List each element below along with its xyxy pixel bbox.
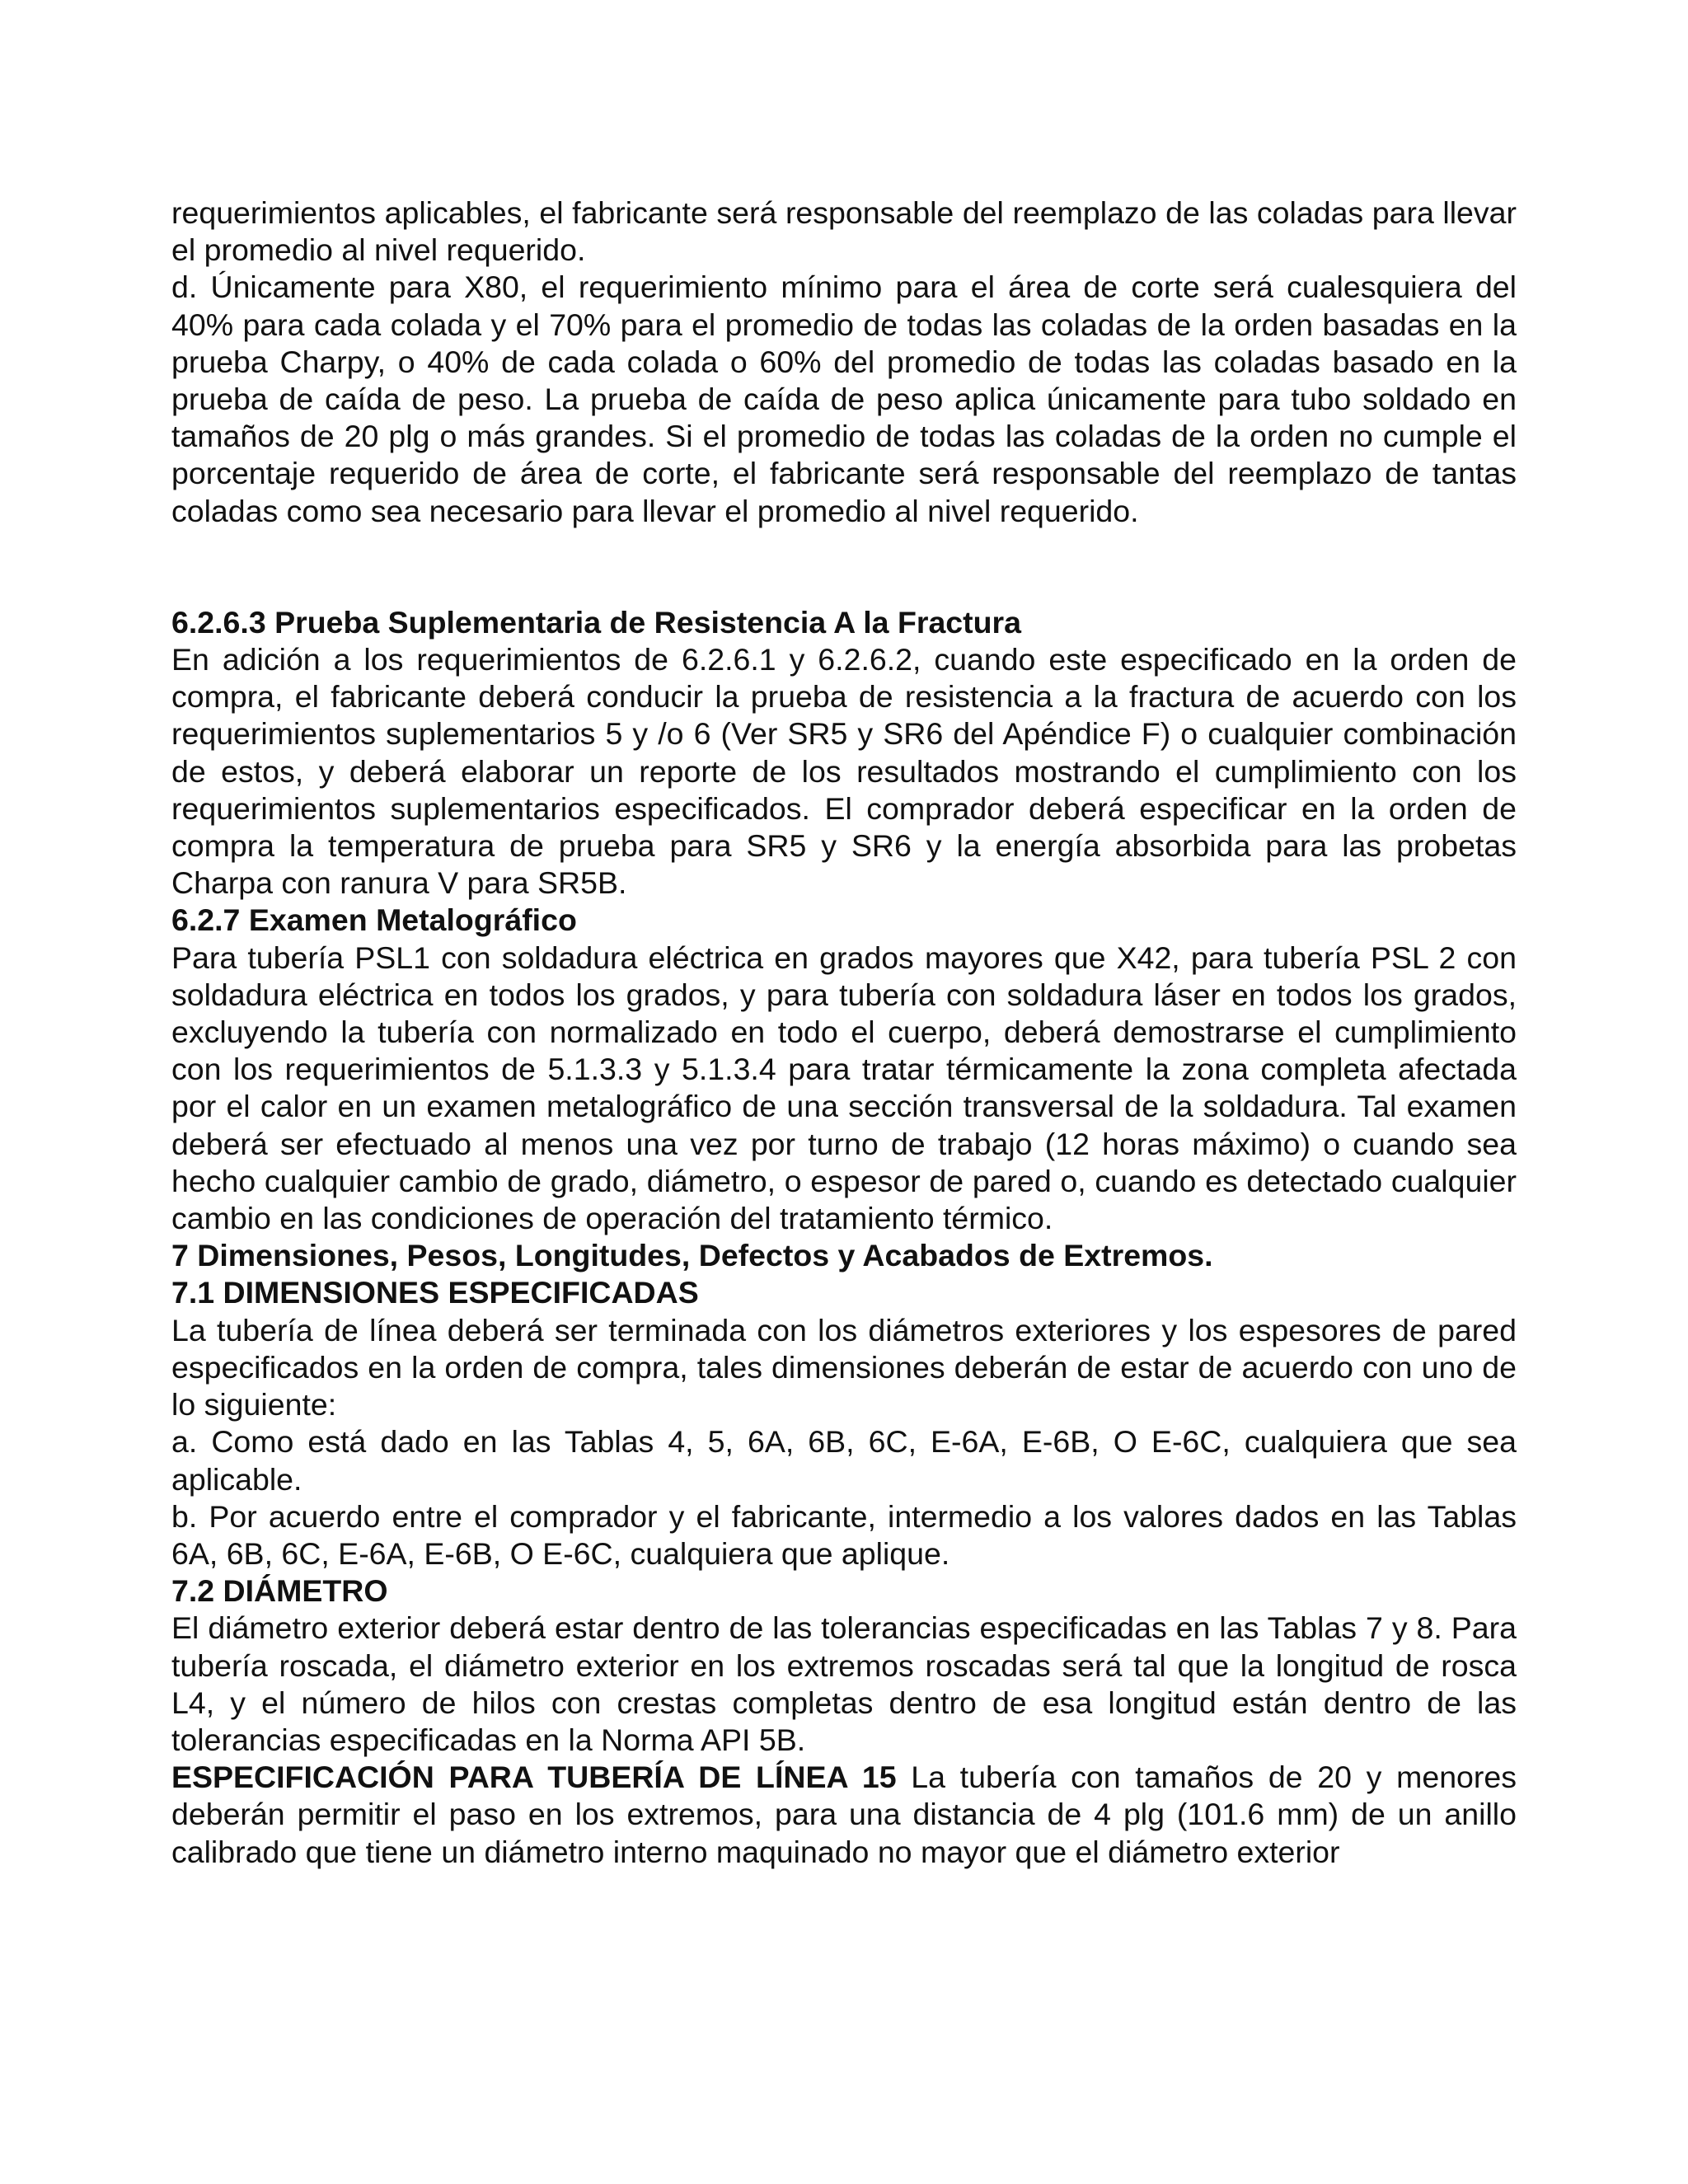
paragraph-especificacion-text: La tubería con tamaños de 20 y menores deberán permitir el paso en los extremos, para una distancia de 4 plg (101.6 mm) de un anillo calibrado que tiene un diámetro interno maquinado no mayor que el diámetro exterior xyxy=(171,1760,1517,1869)
document-page xyxy=(171,194,1517,1871)
heading-7-2: 7.2 DIÁMETRO xyxy=(171,1573,388,1609)
paragraph-diametro: El diámetro exterior deberá estar dentro de las tolerancias especificadas en las Tablas 7 y 8. Para tubería roscada, el diámetro exterior en los extremos roscadas será tal que la longitud de rosca L4, y el número de hilos con crestas completas dentro de esa longitud están dentro de las tolerancias especificadas en la Norma API 5B. xyxy=(171,1610,1517,1757)
paragraph-x80-area-corte: d. Únicamente para X80, el requerimiento mínimo para el área de corte será cualesquiera del 40% para cada colada y el 70% para el promedio de todas las coladas de la orden basadas en la prueba Charpy, o 40% de cada colada o 60% del promedio de todas las coladas basado en la prueba de caída de peso. La prueba de caída de peso aplica únicamente para tubo soldado en tamaños de 20 plg o más grandes. Si el promedio de todas las coladas de la orden no cumple el porcentaje requerido de área de corte, el fabricante será responsable del reemplazo de tantas coladas como sea necesario para llevar el promedio al nivel requerido. xyxy=(171,269,1517,528)
heading-6-2-6-3: 6.2.6.3 Prueba Suplementaria de Resistencia A la Fractura xyxy=(171,604,1021,640)
list-item-a: a. Como está dado en las Tablas 4, 5, 6A, 6B, 6C, E-6A, E-6B, O E-6C, cualquiera que sea aplicable. xyxy=(171,1424,1517,1497)
paragraph-examen-metalografico: Para tubería PSL1 con soldadura eléctrica en grados mayores que X42, para tubería PSL 2 con soldadura eléctrica en todos los grados, y para tubería con soldadura láser en todos los grados, excluyendo la tubería con normalizado en todo el cuerpo, deberá demostrarse el cumplimiento con los requerimientos de 5.1.3.3 y 5.1.3.4 para tratar térmicamente la zona completa afectada por el calor en un examen metalográfico de una sección transversal de la soldadura. Tal examen deberá ser efectuado al menos una vez por turno de trabajo (12 horas máximo) o cuando sea hecho cualquier cambio de grado, diámetro, o espesor de pared o, cuando es detectado cualquier cambio en las condiciones de operación del tratamiento térmico. xyxy=(171,940,1517,1236)
paragraph-coladas-reemplazo: requerimientos aplicables, el fabricante será responsable del reemplazo de las coladas para llevar el promedio al nivel requerido. xyxy=(171,195,1517,268)
heading-7: 7 Dimensiones, Pesos, Longitudes, Defectos y Acabados de Extremos. xyxy=(171,1238,1213,1273)
list-item-b: b. Por acuerdo entre el comprador y el fabricante, intermedio a los valores dados en las Tablas 6A, 6B, 6C, E-6A, E-6B, O E-6C, cualquiera que aplique. xyxy=(171,1498,1517,1571)
paragraph-resistencia-fractura: En adición a los requerimientos de 6.2.6.1 y 6.2.6.2, cuando este especificado en la orden de compra, el fabricante deberá conducir la prueba de resistencia a la fractura de acuerdo con los requerimientos suplementarios 5 y /o 6 (Ver SR5 y SR6 del Apéndice F) o cualquier combinación de estos, y deberá elaborar un reporte de los resultados mostrando el cumplimiento con los requerimientos suplementarios especificados. El comprador deberá especificar en la orden de compra la temperatura de prueba para SR5 y SR6 y la energía absorbida para las probetas Charpa con ranura V para SR5B. xyxy=(171,642,1517,901)
inline-heading-especificacion: ESPECIFICACIÓN PARA TUBERÍA DE LÍNEA 15 xyxy=(171,1760,897,1795)
paragraph-especificacion-tuberia xyxy=(171,1759,1517,1871)
section-spacer xyxy=(171,530,1517,604)
paragraph-dimensiones-especificadas: La tubería de línea deberá ser terminada con los diámetros exteriores y los espesores de pared especificados en la orden de compra, tales dimensiones deberán de estar de acuerdo con uno de lo siguiente: xyxy=(171,1312,1517,1422)
heading-7-1: 7.1 DIMENSIONES ESPECIFICADAS xyxy=(171,1275,699,1310)
heading-6-2-7: 6.2.7 Examen Metalográfico xyxy=(171,902,577,938)
